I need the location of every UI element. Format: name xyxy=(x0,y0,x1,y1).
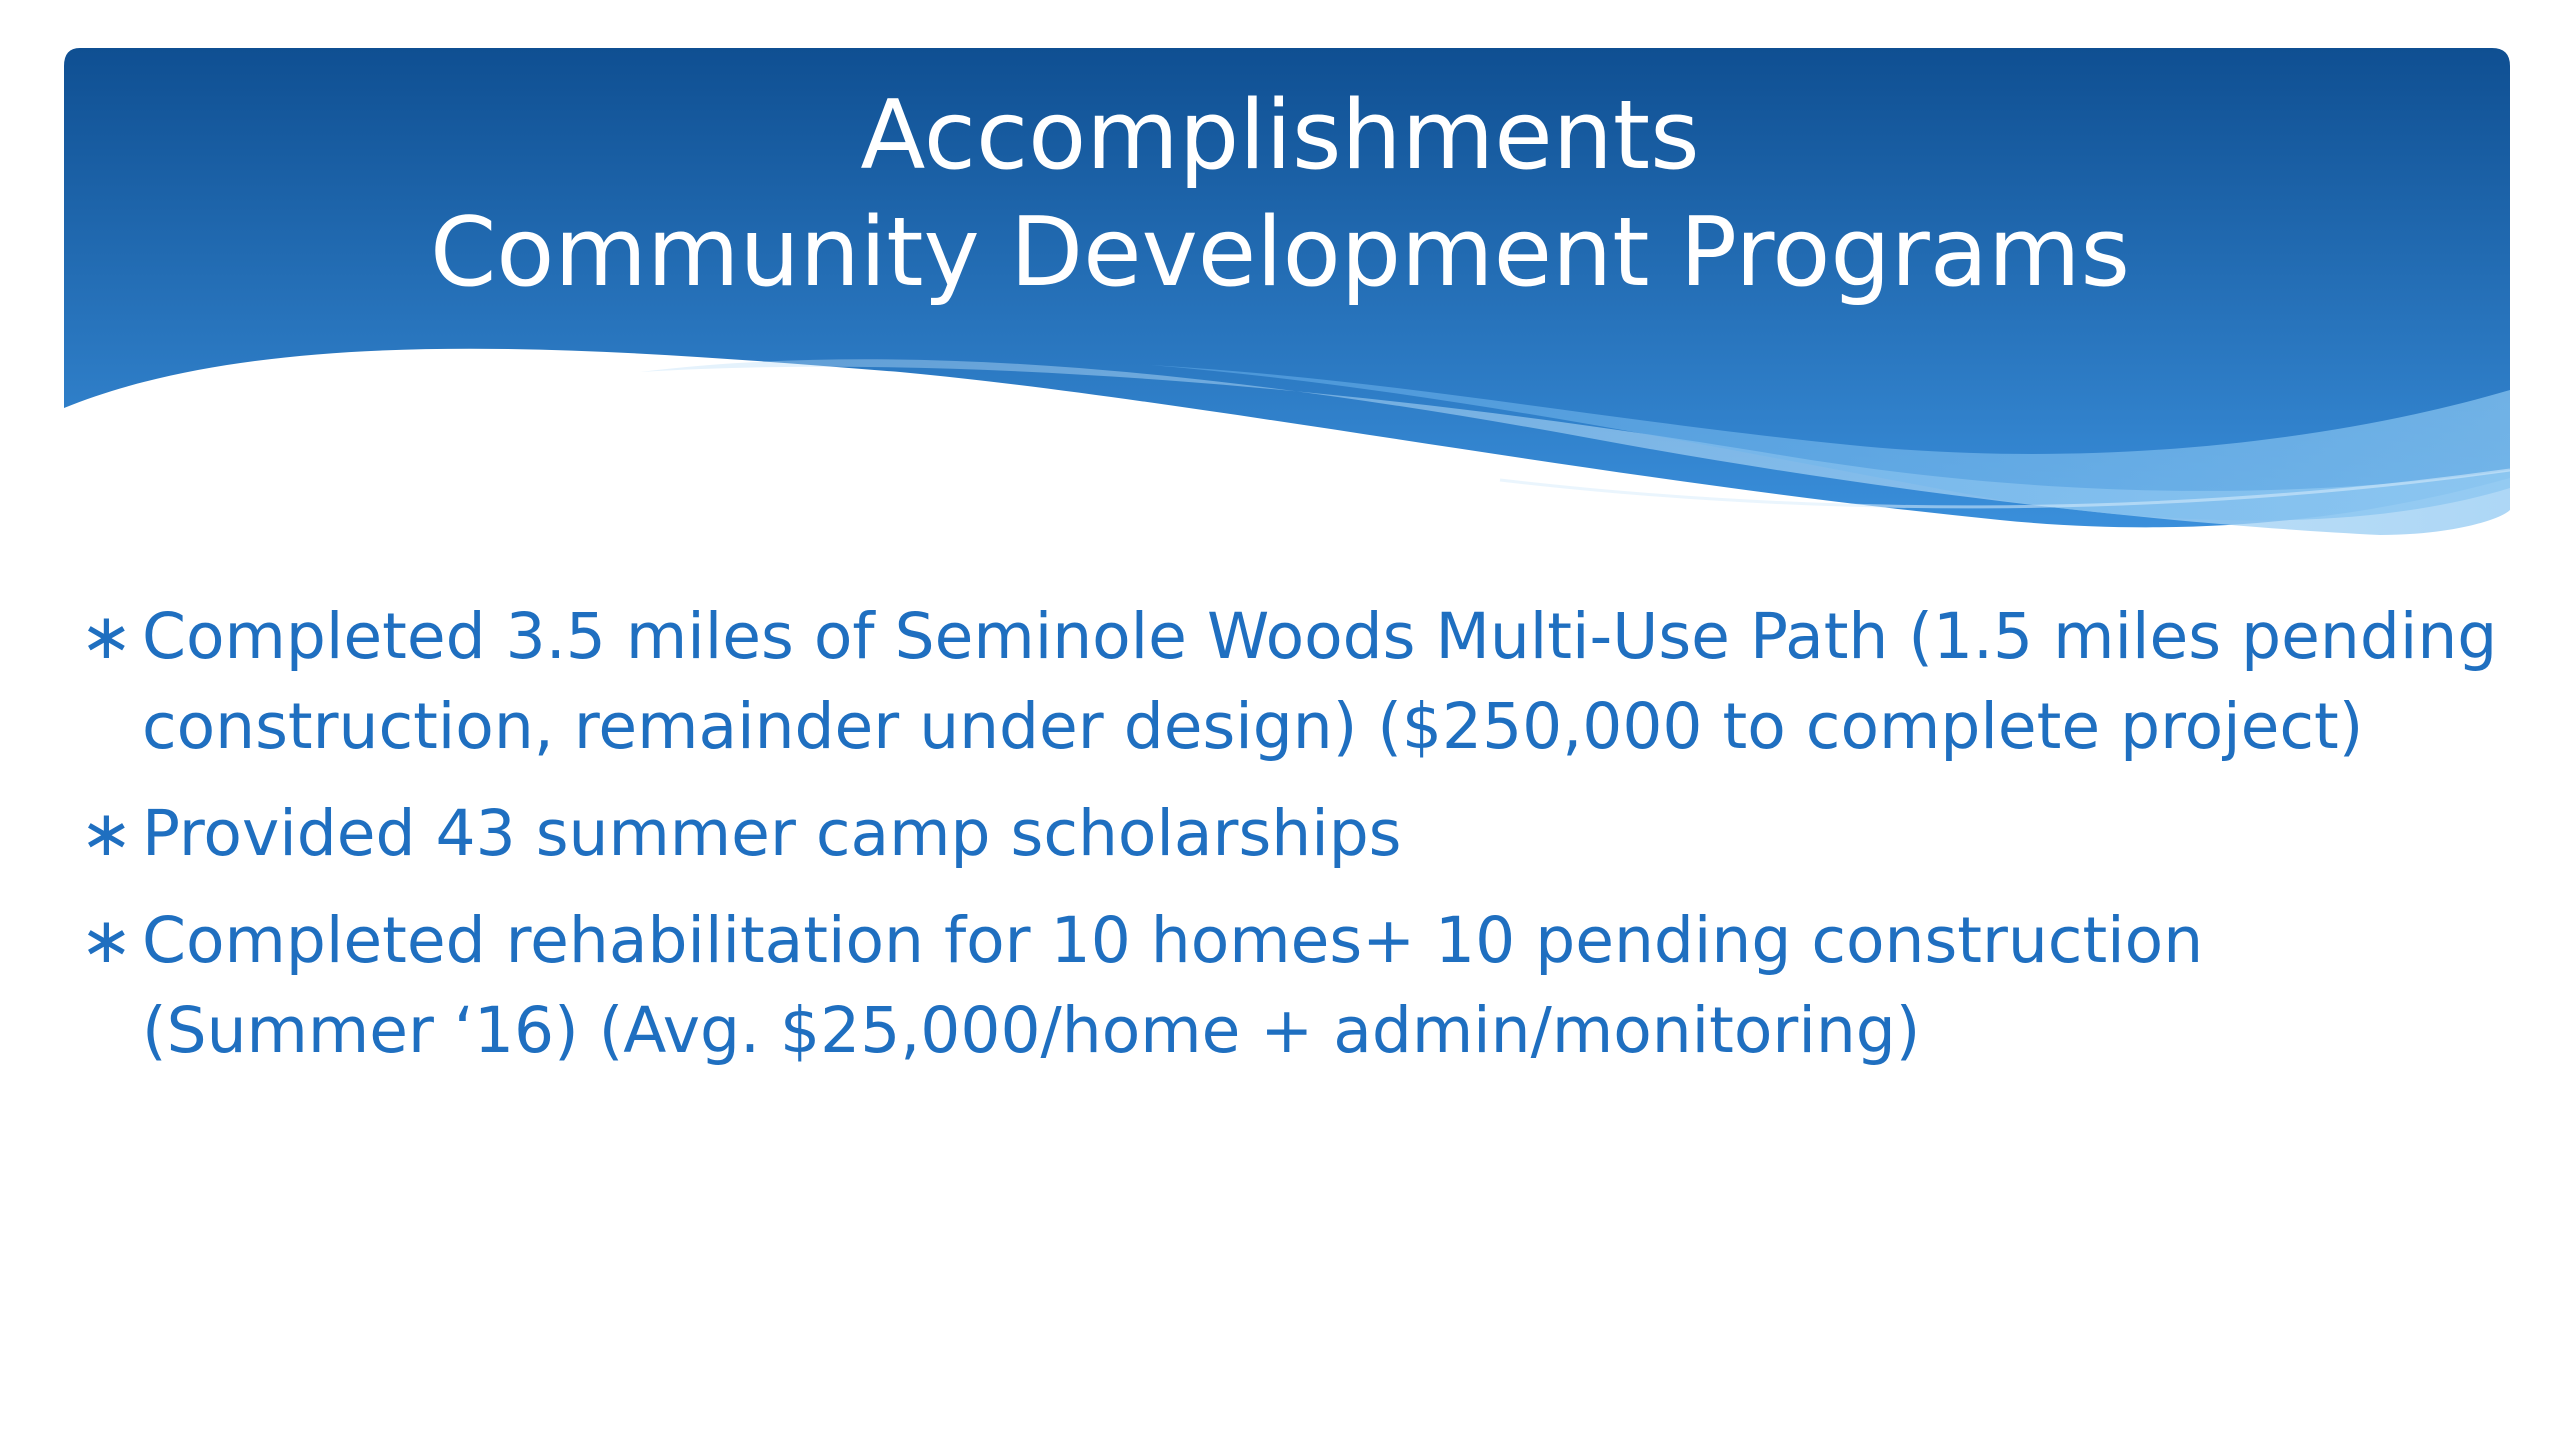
bullet-icon: ∗ xyxy=(80,904,133,977)
title-line-secondary: Community Development Programs xyxy=(429,198,2131,308)
bullet-item-scholarships xyxy=(80,789,2500,879)
bullet-text: Completed 3.5 miles of Seminole Woods Multi-Use Path (1.5 miles pending construction, remainder under design) ($250,000 to complete project) xyxy=(142,600,2498,763)
slide-title xyxy=(64,78,2496,312)
bullet-item-rehabilitation xyxy=(80,896,2500,1076)
title-line-primary: Accomplishments xyxy=(860,81,1700,191)
bullet-list xyxy=(80,592,2500,1093)
bullet-text: Completed rehabilitation for 10 homes+ 10 pending construction (Summer ‘16) (Avg. $25,000/home + admin/monitoring) xyxy=(142,904,2204,1067)
bullet-icon: ∗ xyxy=(80,600,133,673)
bullet-item-path xyxy=(80,592,2500,772)
bullet-icon: ∗ xyxy=(80,797,133,870)
bullet-text: Provided 43 summer camp scholarships xyxy=(142,797,1402,870)
